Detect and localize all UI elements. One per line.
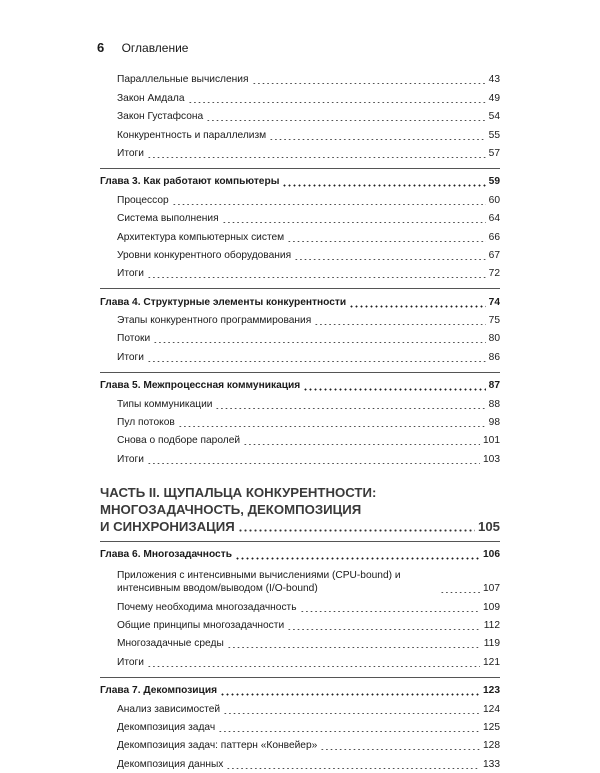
divider: [100, 372, 500, 373]
page-header: [97, 40, 188, 55]
part-title-line: ЧАСТЬ II. ЩУПАЛЬЦА КОНКУРЕНТНОСТИ:: [100, 484, 377, 500]
dot-leader: [147, 463, 480, 464]
divider: [100, 677, 500, 678]
toc-entry[interactable]: Декомпозиция задач: паттерн «Конвейер» 128: [117, 740, 500, 752]
toc-entry[interactable]: Архитектура компьютерных систем 66: [117, 231, 500, 243]
toc-entry[interactable]: Процессор 60: [117, 194, 500, 206]
dot-leader: [188, 102, 486, 103]
dot-leader: [206, 120, 485, 121]
dot-leader: [218, 731, 480, 732]
toc-entry[interactable]: Потоки 80: [117, 333, 500, 345]
dot-leader: [238, 529, 475, 532]
toc-entry[interactable]: Закон Густафсона 54: [117, 111, 500, 123]
toc-entry[interactable]: Общие принципы многозадачности 112: [117, 619, 500, 631]
dot-leader: [147, 157, 486, 158]
dot-leader: [215, 408, 485, 409]
part-page: 105: [477, 518, 500, 534]
table-of-contents: [100, 70, 500, 773]
divider: [100, 541, 500, 542]
dot-leader: [223, 713, 480, 714]
dot-leader: [147, 277, 486, 278]
dot-leader: [349, 305, 485, 308]
dot-leader: [282, 184, 485, 187]
dot-leader: [440, 592, 480, 593]
dot-leader: [294, 259, 486, 260]
toc-chapter-3[interactable]: Глава 3. Как работают компьютеры 59: [100, 176, 500, 188]
toc-entry[interactable]: Параллельные вычисления 43: [117, 74, 500, 86]
toc-entry[interactable]: Итоги 86: [117, 351, 500, 363]
dot-leader: [227, 647, 481, 648]
toc-entry[interactable]: Итоги 103: [117, 453, 500, 465]
dot-leader: [172, 204, 486, 205]
toc-entry[interactable]: Итоги 121: [117, 656, 500, 668]
toc-entry[interactable]: Закон Амдала 49: [117, 92, 500, 104]
dot-leader: [314, 324, 485, 325]
toc-entry[interactable]: Конкурентность и параллелизм 55: [117, 129, 500, 141]
toc-chapter-6[interactable]: Глава 6. Многозадачность 106: [100, 549, 500, 561]
toc-entry[interactable]: Декомпозиция задач 125: [117, 721, 500, 733]
dot-leader: [300, 611, 480, 612]
toc-entry[interactable]: Этапы конкурентного программирования 75: [117, 315, 500, 327]
dot-leader: [147, 666, 480, 667]
divider: [100, 288, 500, 289]
toc-entry[interactable]: Итоги 72: [117, 268, 500, 280]
toc-chapter-5[interactable]: Глава 5. Межпроцессная коммуникация 87: [100, 380, 500, 392]
dot-leader: [153, 342, 486, 343]
divider: [100, 168, 500, 169]
toc-entry[interactable]: Система выполнения 64: [117, 213, 500, 225]
part-title-line: И СИНХРОНИЗАЦИЯ: [100, 518, 235, 534]
dot-leader: [287, 241, 485, 242]
toc-chapter-4[interactable]: Глава 4. Структурные элементы конкурентности 74: [100, 296, 500, 308]
dot-leader: [222, 222, 486, 223]
dot-leader: [147, 361, 486, 362]
toc-entry[interactable]: Приложения с интенсивными вычислениями (CPU-bound) и интенсивным вводом/выводом (I/O-bound) 107: [117, 570, 500, 595]
toc-entry[interactable]: Уровни конкурентного оборудования 67: [117, 249, 500, 261]
dot-leader: [178, 426, 486, 427]
dot-leader: [235, 557, 480, 560]
toc-entry[interactable]: Типы коммуникации 88: [117, 398, 500, 410]
toc-entry[interactable]: Почему необходима многозадачность 109: [117, 601, 500, 613]
dot-leader: [252, 83, 486, 84]
toc-part-2[interactable]: [100, 484, 500, 535]
toc-entry[interactable]: Итоги 57: [117, 147, 500, 159]
dot-leader: [243, 444, 480, 445]
dot-leader: [220, 693, 480, 696]
part-title-line: МНОГОЗАДАЧНОСТЬ, ДЕКОМПОЗИЦИЯ: [100, 501, 362, 517]
dot-leader: [226, 768, 480, 769]
dot-leader: [287, 629, 481, 630]
toc-entry[interactable]: Снова о подборе паролей 101: [117, 435, 500, 447]
dot-leader: [303, 388, 485, 391]
page-number: 6: [97, 40, 105, 55]
dot-leader: [269, 139, 486, 140]
toc-entry[interactable]: Пул потоков 98: [117, 417, 500, 429]
toc-chapter-7[interactable]: Глава 7. Декомпозиция 123: [100, 685, 500, 697]
toc-entry[interactable]: Анализ зависимостей 124: [117, 703, 500, 715]
toc-entry[interactable]: Декомпозиция данных 133: [117, 758, 500, 770]
toc-entry[interactable]: Многозадачные среды 119: [117, 638, 500, 650]
running-title: Оглавление: [121, 41, 189, 55]
